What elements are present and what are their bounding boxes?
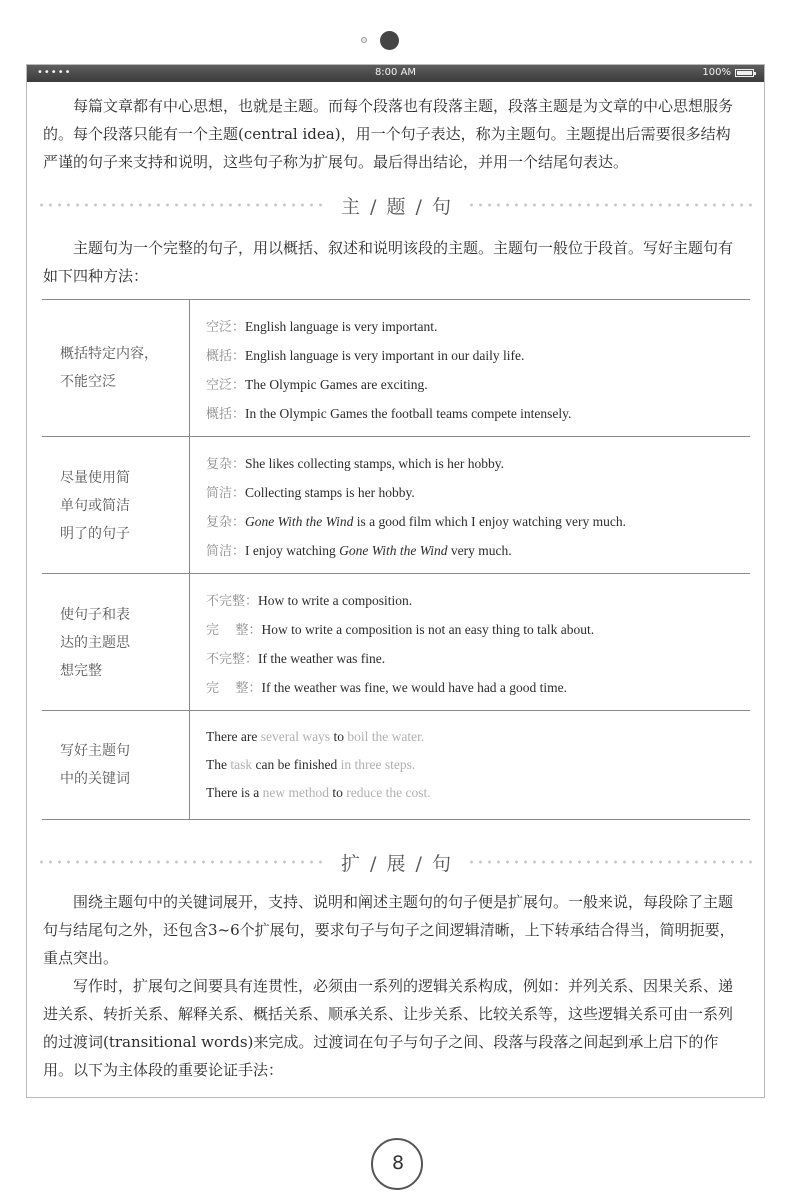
example-text: English language is very important. — [245, 319, 438, 334]
example-label: 不完整： — [206, 594, 259, 609]
example-line — [206, 450, 626, 479]
example-label: 复杂： — [206, 515, 246, 530]
examples-cell — [206, 313, 571, 429]
example-text: The Olympic Games are exciting. — [245, 377, 428, 392]
status-bar — [27, 65, 764, 82]
example-line — [206, 779, 431, 807]
method-cell — [42, 574, 190, 710]
example-label: 复杂： — [206, 457, 246, 472]
example-text: If the weather was fine. — [258, 651, 386, 666]
example-line — [206, 537, 626, 566]
table-row — [42, 437, 750, 574]
table-row — [42, 711, 750, 820]
method-line: 达的主题思 — [60, 635, 130, 651]
page-dot-active — [380, 31, 399, 50]
example-text: English language is very important in our daily life. — [245, 348, 525, 363]
method-cell — [42, 300, 190, 436]
method-line: 使句子和表 — [60, 607, 130, 623]
method-line: 不能空泛 — [60, 374, 116, 390]
section-header-topic — [37, 192, 757, 216]
example-text: very much. — [447, 543, 512, 558]
book-title: Gone With the Wind — [245, 514, 354, 529]
example-label: 空泛： — [206, 320, 246, 335]
example-text: The — [206, 757, 231, 772]
example-line — [206, 616, 594, 645]
table-row — [42, 574, 750, 711]
example-line — [206, 400, 571, 429]
methods-table — [42, 299, 750, 820]
example-label: 空泛： — [206, 378, 246, 393]
method-cell — [42, 711, 190, 819]
example-text: to — [328, 785, 347, 800]
method-line: 明了的句子 — [60, 526, 130, 542]
examples-cell — [206, 587, 594, 703]
example-label: 完 整： — [206, 681, 262, 696]
extension-paragraph-2: 写作时，扩展句之间要具有连贯性，必须由一系列的逻辑关系构成，例如：并列关系、因果关系、递进关系、转折关系、解释关系、概括关系、顺承关系、让步关系、比较关系等，这些逻辑关系可由一系列的过渡词(transitional words)来完成。过渡词在句子与句子之间、段落与段落之间起到承上启下的作用。以下为主体段的重要论证手法： — [43, 977, 734, 1079]
method-line: 想完整 — [60, 663, 102, 679]
example-line — [206, 313, 571, 342]
method-line: 中的关键词 — [60, 771, 130, 787]
example-text: can be finished — [252, 757, 341, 772]
book-title: Gone With the Wind — [339, 543, 448, 558]
section-title-extension-sentence: 扩 / 展 / 句 — [327, 853, 467, 875]
example-line — [206, 587, 594, 616]
example-line — [206, 342, 571, 371]
example-text: How to write a composition. — [258, 593, 413, 608]
example-line — [206, 751, 431, 779]
example-line — [206, 645, 594, 674]
example-text: is a good film which I enjoy watching very much. — [353, 514, 626, 529]
example-text: Collecting stamps is her hobby. — [245, 485, 415, 500]
example-text: There is a — [206, 785, 263, 800]
method-line: 概括特定内容， — [60, 346, 158, 362]
example-label: 简洁： — [206, 544, 246, 559]
device-screen — [26, 64, 765, 1098]
example-line — [206, 674, 594, 703]
keyword-highlight: several ways — [260, 729, 331, 744]
example-line — [206, 371, 571, 400]
example-text: In the Olympic Games the football teams compete intensely. — [245, 406, 572, 421]
keyword-highlight: in three steps. — [340, 757, 416, 772]
page-dot-inactive — [361, 37, 367, 43]
example-label: 概括： — [206, 349, 246, 364]
example-line — [206, 479, 626, 508]
page-number-badge — [371, 1138, 425, 1192]
example-line — [206, 508, 626, 537]
examples-cell — [206, 450, 626, 566]
status-time: 8:00 AM — [374, 67, 417, 78]
example-text: She likes collecting stamps, which is her hobby. — [245, 456, 504, 471]
battery-icon — [735, 69, 754, 77]
method-line: 单句或简洁 — [60, 498, 130, 514]
battery-percent: 100% — [702, 67, 731, 78]
page-number: 8 — [391, 1152, 405, 1174]
example-text: There are — [206, 729, 261, 744]
method-line: 写好主题句 — [60, 743, 130, 759]
keyword-highlight: new method — [262, 785, 329, 800]
section-header-extension — [37, 849, 757, 873]
example-label: 不完整： — [206, 652, 259, 667]
method-line: 尽量使用简 — [60, 470, 130, 486]
page-indicator — [0, 28, 800, 52]
table-row — [42, 300, 750, 437]
battery-status — [702, 67, 754, 78]
intro-paragraph: 每篇文章都有中心思想，也就是主题。而每个段落也有段落主题，段落主题是为文章的中心思想服务的。每个段落只能有一个主题(central idea)，用一个句子表达，称为主题句。主题提出后需要很多结构严谨的句子来支持和说明，这些句子称为扩展句。最后得出结论，并用一个结尾句表达。 — [43, 97, 734, 171]
example-label: 简洁： — [206, 486, 246, 501]
example-line — [206, 723, 431, 751]
keyword-highlight: task — [230, 757, 253, 772]
example-label: 概括： — [206, 407, 246, 422]
method-cell — [42, 437, 190, 573]
topic-sentence-paragraph: 主题句为一个完整的句子，用以概括、叙述和说明该段的主题。主题句一般位于段首。写好主题句有如下四种方法： — [43, 239, 734, 285]
example-text: to — [330, 729, 348, 744]
example-text: I enjoy watching — [245, 543, 340, 558]
keyword-highlight: boil the water. — [347, 729, 425, 744]
example-label: 完 整： — [206, 623, 262, 638]
example-text: How to write a composition is not an easy thing to talk about. — [261, 622, 595, 637]
section-title-topic-sentence: 主 / 题 / 句 — [327, 196, 467, 218]
example-text: If the weather was fine, we would have had a good time. — [261, 680, 568, 695]
keyword-highlight: reduce the cost. — [346, 785, 431, 800]
extension-paragraph-1: 围绕主题句中的关键词展开，支持、说明和阐述主题句的句子便是扩展句。一般来说，每段除了主题句与结尾句之外，还包含3~6个扩展句，要求句子与句子之间逻辑清晰，上下转承结合得当，简明扼要，重点突出。 — [43, 893, 735, 967]
signal-icon: ••••• — [37, 67, 72, 78]
examples-cell — [206, 723, 431, 807]
